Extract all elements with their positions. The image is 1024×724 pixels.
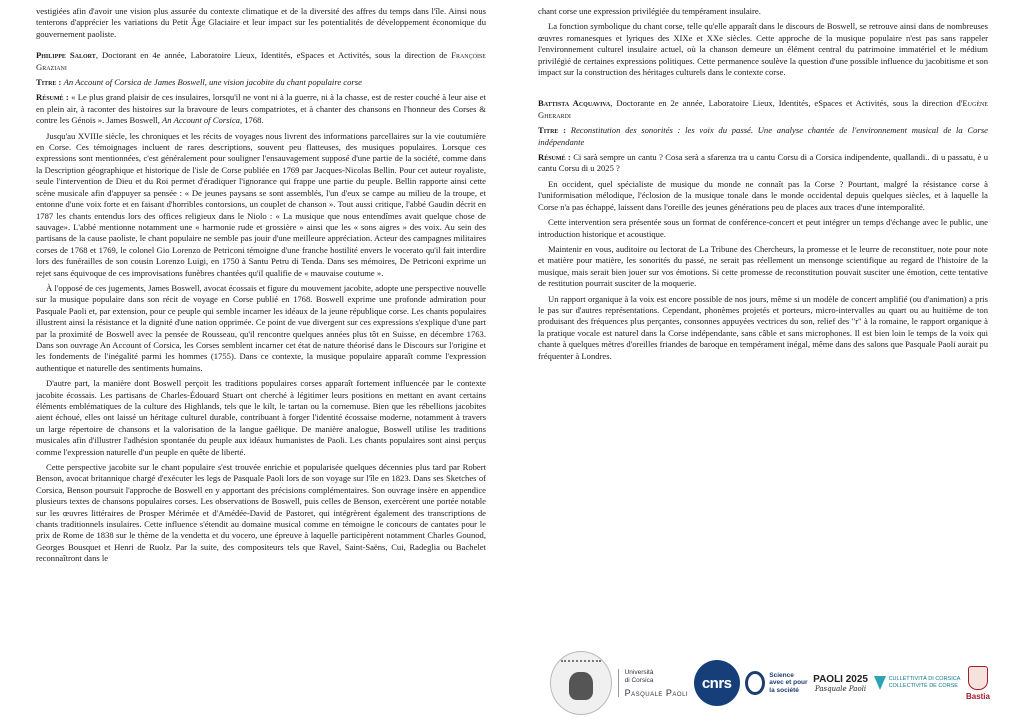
body-paragraph-7: Maintenir en vous, auditoire ou lectorat de La Tribune des Chercheurs, la promesse et le leurre de reconstituer, note pour note et matière pour matière, les sonorités du passé, ne serait pas réellement un mensonge scientifique au regard de l'histoire de la musique, mais serait bien jouer sur vos émotions. Si cette promesse de reconstitution pouvait susciter une émotion, cette tentative de restitution pourrait susciter de la moquerie. [538, 243, 988, 289]
continued-paragraph: chant corse une expression privilégiée du tempérament insulaire. [538, 6, 761, 16]
body-paragraph-2: À l'opposé de ces jugements, James Boswell, avocat écossais et figure du mouvement jacobite, adopte une perspective nouvelle sur la musique populaire dans son récit de voyage en Corse publié en 1768. Boswell exprime une profonde admiration pour Pasquale Paoli et, par extension, pour ce peuple qui semble incarner les idéaux de la jeune république corse. Les chants populaires illustrent ainsi la résistance et la dignité d'une nation opprimée. Ce point de vue divergent sur ces expressions s'explique d'une part par la proximité de Boswell avec la pensée de Rousseau, qu'il rencontre quelques années plus tôt en Suisse, en décembre 1763. Dans son ouvrage An Account of Corsica, les Corses semblent incarner cet état de nature théorisé dans le Discours sur l'origine et les fondements de l'inégalité parmi les hommes (1755). Dans ce contexte, la musique populaire apparaît comme l'expression authentique et naturelle des sentiments humains. [36, 282, 486, 373]
bastia-text: Bastia [965, 691, 990, 701]
title-text-2: Reconstitution des sonorités : les voix du passé. Une analyse chantée de l'environnement musical de la Corse indépendante [538, 125, 988, 147]
science-society-icon [745, 671, 765, 695]
university-name: Pasquale Paoli [624, 688, 689, 698]
abstract-label: Résumé : [36, 92, 69, 103]
ctc-line-1: CULLETTIVITÀ DI CORSICA [888, 676, 961, 682]
author-affiliation-2: , Doctorante en 2e année, Laboratoire Lieux, Identités, eSpaces et Activités, sous la direction d' [610, 98, 963, 109]
paoli-2025-logo [813, 674, 868, 693]
body-paragraph-6: Cette intervention sera présentée sous un format de conférence-concert et peut intégrer un temps d'échange avec le public, une introduction historique et acoustique. [538, 217, 988, 239]
partner-logos [550, 650, 990, 716]
science-line-1: Science [769, 671, 794, 679]
abstract-label-2: Résumé : [538, 152, 571, 163]
university-top: Università [624, 669, 654, 676]
science-society-logo [745, 671, 807, 695]
title-line [36, 77, 486, 88]
bastia-logo [966, 666, 990, 701]
director-name: Françoise Graziani [36, 50, 486, 72]
title-label: Titre : [36, 77, 62, 88]
body-paragraph-5: En occident, quel spécialiste de musique du monde ne connaît pas la Corse ? Pourtant, malgré la résistance corse à l'uniformisation mélodique, l'éclosion de la musique tonale dans le monde occidental depuis quelques siècles, et à laquelle la Corse n'a pas échappé, laissent dans l'oreille des jeunes générations peu de places aux traces d'une intemporalité. [538, 178, 988, 212]
body-paragraph-1: Jusqu'au XVIIIe siècle, les chroniques et les récits de voyages nous livrent des informations parcellaires sur la vie coutumière en Corse. Ces témoignages incluent de rares descriptions, souvent peu flatteuses, des musiques populaires. Lorsque ces expressions sont mentionnées, c'est généralement pour souligner l'ensauvagement supposé d'une partie de la société, comme dans la Description géographique et historique de l'isle de Corse publiée en 1769 par Jacques-Nicolas Bellin. Pour cet auteur royaliste, seule l'intervention de Dieu et du Roi permet d'éradiquer l'ignorance qui frappe une partie du peuple. Bellin rapporte ainsi cette scène musicale afin d'appuyer sa pensée : « De jeunes paysans se sont assemblés, l'un d'eux se campe au milieu de la troupe, et entonne d'une voix forte et en faisant d'horribles contorsions, un couplet de chanson ». Tout aussi critique, l'abbé Gaudin décrit en 1787 les chants entendus lors des offices religieux dans le Niolo : « La musique que nous entendîmes avait quelque chose de sauvage». L'abbé mentionne notamment une « harmonie rude et grossière » ainsi que les « sons aigres » des voix. Au sein des partisans de la cause paoliste, le chant populaire ne semble pas jouir d'une meilleure appréciation. Acteur des campagnes militaires corses de 1768 et 1769, le colonel Gio Lorenzo de Petriconi témoigne d'une franche hostilité envers le vocerato qu'il fait interdire lors des funérailles de son cousin Lorenzo Luigi, en 1750 à Santu Petru di Tenda. Dans ses mémoires, De Petriconi exprime un rejet sans équivoque de ces improvisations funèbres chantées qu'il qualifie de « mauvaise coutume ». [36, 130, 486, 278]
science-line-3: la société [769, 686, 799, 694]
symbolic-paragraph: La fonction symbolique du chant corse, telle qu'elle apparaît dans le discours de Boswell, se retrouve ainsi dans de nombreuses œuvres romanesques et lyriques des XIXe et XXe siècles. Cette approche de la musique populaire n'est pas sans rappeler l'environnement culturel insulaire actuel, où la chanson demeure un élément central du patrimoine immatériel et le médium privilégié de certaines expressions politiques. Cette permanence soulève la question d'une possible influence du jacobitisme et son impact sur la construction des héritages culturels dans le contexte corse. [538, 21, 988, 78]
cnrs-text: cnrs [701, 674, 732, 692]
title-label-2: Titre : [538, 125, 566, 136]
body-paragraph-8: Un rapport organique à la voix est encore possible de nos jours, même si un modèle de concert amplifié (ou d'animation) a pris le pas sur d'autres représentations. Cependant, phonèmes projetés et porteurs, micro-intervalles au quart ou au huitième de ton produisant des fréquences plus perçantes, consonnes appuyées vectrices du son, relief des "r" à la romaine, le rapport organique à la pratique vocale est naturel dans la Corse indépendante, sans câble et sans microphones. Il est bien loin le temps de la voix qui chante à quelques mètres d'oreilles friandes de baroque en tempérament inégal, même dans des salons que Pasquale Paoli aurait pu fréquenter à Londres. [538, 293, 988, 361]
author-line [36, 50, 486, 73]
abstract-quote: « Le plus grand plaisir de ces insulaires, lorsqu'il ne vont ni à la guerre, ni à la chasse, est de rester couché à leur aise et en plein air, à raconter des histoires sur la bravoure de leurs compatriotes, et à chanter des chansons en l'honneur des Corses & contre les Génois ». James Boswell, [36, 92, 486, 126]
author-affiliation: , Doctorant en 4e année, Laboratoire Lieux, Identités, eSpaces et Activités, sous la direction de [95, 50, 452, 61]
author-line-2 [538, 98, 988, 121]
right-column [538, 6, 988, 366]
cnrs-logo [694, 660, 740, 706]
science-line-2: avec et pour [769, 679, 808, 687]
collectivite-corse-logo [874, 676, 961, 690]
director-name-2: Eugène Gherardi [538, 98, 988, 120]
bastia-emblem-icon [968, 666, 988, 690]
seal-logo [550, 651, 612, 715]
title-line-2 [538, 125, 988, 148]
university-logo [618, 669, 689, 697]
abstract-paragraph-2 [538, 152, 988, 175]
ctc-line-2: COLLECTIVITÉ DE CORSE [888, 683, 958, 689]
abstract-text-2: Ci sarà sempre un cantu ? Cosa serà a sfarenza tra u cantu Corsu di a Corsica indipendente, quallandi.. di u passatu, è u cantu Corsu di u 2025 ? [538, 152, 988, 174]
abstract-source: An Account of Corsica [162, 115, 240, 126]
body-paragraph-4: Cette perspective jacobite sur le chant populaire s'est trouvée enrichie et popularisée quelques décennies plus tard par Robert Benson, avocat britannique chargé d'exécuter les legs de Pasquale Paoli lors de son voyage sur l'île en 1823. Dans ses Sketches of Corsica, Benson poursuit l'approche de Boswell en y apportant des précisions complémentaires. Son ouvrage insère en appendice plusieurs textes de chansons populaires corses. Les observations de Boswell, puis celles de Benson, exercèrent une portée notable sur les œuvres littéraires de Prosper Mérimée et d'Amédée-David de Pastoret, qui intégrèrent également des transcriptions de chants traditionnels insulaires. Cette influence s'étendit au domaine musical comme en témoigne le concours de cantates pour le prix de Rome de 1838 sur le thème de la vendetta et du vocero, une épreuve à laquelle participèrent notamment Charles Gounod, Georges Bousquet et Henri de Ruolz. Par la suite, des compositeurs tels que Ravel, Saint-Saëns, Cui, Radeglia ou Bachelet reconnaîtront dans le [36, 462, 486, 564]
abstract-year: , 1768. [239, 115, 264, 126]
left-column [36, 6, 486, 569]
paoli-signature: Pasquale Paoli [814, 684, 867, 693]
moor-head-seal-icon [550, 651, 612, 715]
title-text: An Account of Corsica de James Boswell, une vision jacobite du chant populaire corse [63, 77, 362, 88]
body-paragraph-3: D'autre part, la manière dont Boswell perçoit les traditions populaires corses apparaît fortement influencée par le contexte jacobite écossais. Les partisans de Charles-Édouard Stuart ont cherché à légitimer leurs positions en mettant en avant certains éléments emblématiques de la culture des Highlands, tels que le kilt, le tartan ou la cornemuse. Bien que les rébellions jacobites aient échoué, elles ont laissé un héritage culturel durable, contribuant à forger l'identité écossaise moderne, notamment à travers un large répertoire de chansons et la valorisation de la langue gaélique. De manière analogue, Boswell utilise les traditions musicales afin d'illustrer l'adhésion spontanée du peuple aux idéaux humanistes de Paoli. Les chants populaires sont ainsi perçus comme l'expression naturelle d'un peuple en quête de liberté. [36, 378, 486, 457]
author-name: Philippe Salort [36, 50, 96, 61]
intro-paragraph: vestigiées afin d'avoir une vision plus assurée du contexte climatique et de la diversité des affres du temps dans l'île. Ainsi nous tenterons d'apprécier les variations du Petit Âge Glaciaire et leur impact sur les potentialités de développement économique du gouvernement paoliste. [36, 6, 486, 39]
author-name-2: Battista Acquaviva [538, 98, 611, 109]
paoli-2025-text: PAOLI 2025 [813, 673, 868, 685]
abstract-paragraph [36, 92, 486, 126]
university-mid: di Corsica [624, 677, 654, 684]
chevron-mark-icon [874, 676, 886, 690]
